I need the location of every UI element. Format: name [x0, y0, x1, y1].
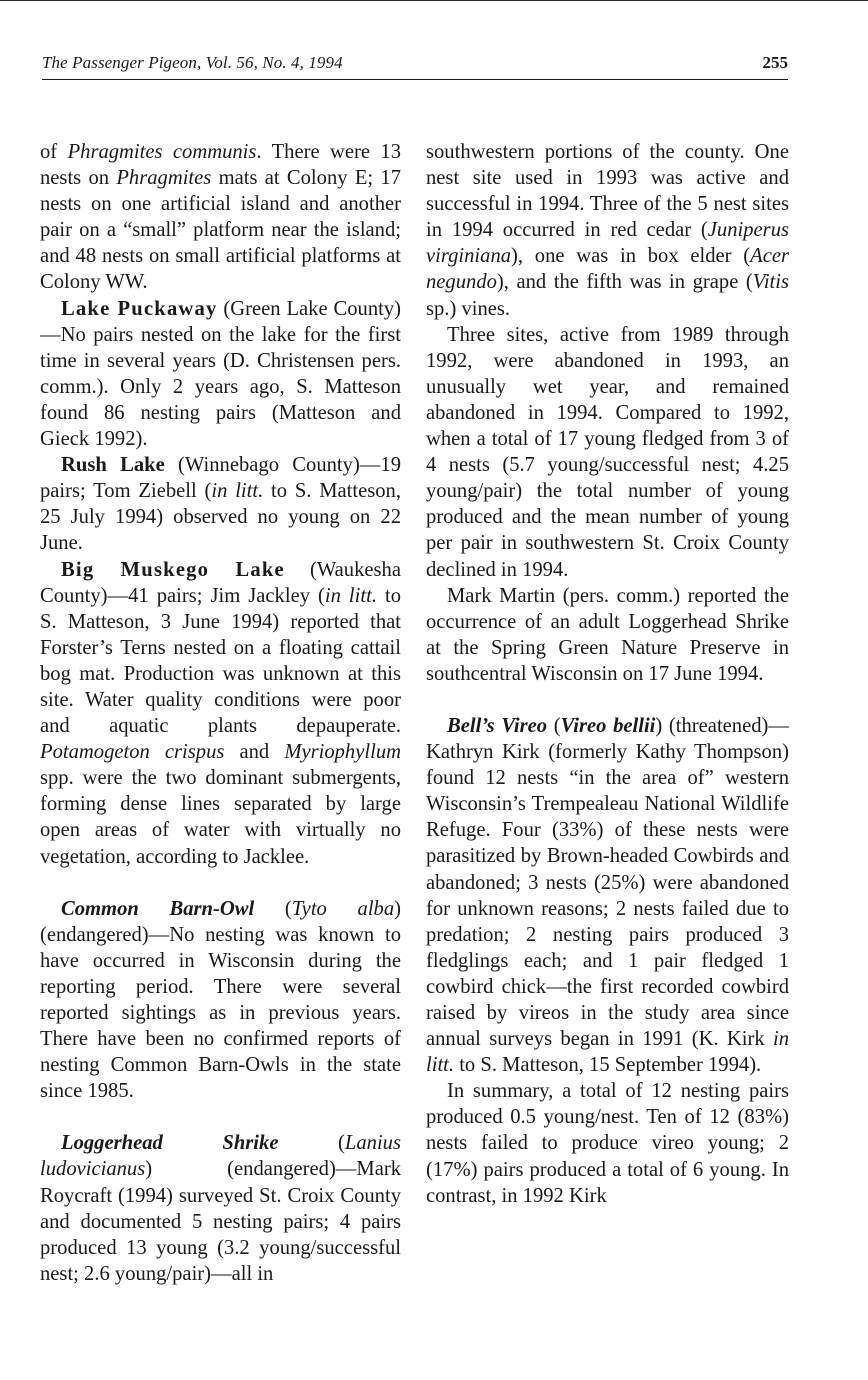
text-run: spp. were the two dominant submergents, forming dense lines separated by large open areas of water with virtually no vegetation, according to Jacklee.: [40, 767, 401, 868]
section-gap: [40, 1104, 401, 1130]
species-name: Potamogeton crispus: [40, 741, 225, 764]
species-name: Myriophyllum: [284, 741, 401, 764]
species-name: Vitis: [752, 271, 789, 294]
left-column: [40, 139, 401, 1287]
species-name: Acer negundo: [426, 245, 789, 294]
text-run: ) (endangered)—No nesting was known to have occurred in Wisconsin during the reporting period. There were several reported sightings as in previous years. There have been no confirmed reports of nesting Common Barn-Owls in the state since 1985.: [40, 897, 401, 1103]
text-run: ) (threatened)—Kathryn Kirk (formerly Kathy Thompson) found 12 nests “in the area of” western Wisconsin’s Trempealeau National Wildlife Refuge. Four (33%) of these nests were parasitized by Brown-headed Cowbirds and abandoned; 3 nests (25%) were abandoned for unknown reasons; 2 nests failed due to predation; 2 nesting pairs produced 3 fledglings each; and 1 pair fledged 1 cowbird chick—the first recorded cowbird raised by vireos in the study area since annual surveys began in 1991 (K. Kirk: [426, 714, 789, 1051]
paragraph-lake-puckaway: [40, 296, 401, 453]
paragraph-shrike-nest-sites: [426, 139, 789, 322]
text-run: of: [40, 141, 68, 163]
text-run: (Waukesha County)—41 pairs; Jim Jackley (: [40, 558, 401, 607]
site-name: Rush Lake: [61, 454, 165, 477]
species-heading: Loggerhead Shrike: [61, 1132, 279, 1155]
text-run: to S. Matteson, 3 June 1994) reported that Forster’s Terns nested on a floating cattail bog mat. Production was unknown at this site. Water quality conditions were poor and aquatic plants depauperate.: [40, 584, 402, 738]
paragraph-vireo-summary: In summary, a total of 12 nesting pairs produced 0.5 young/nest. Ten of 12 (83%) nests failed to produce vireo young; 2 (17%) pairs produced a total of 6 young. In contrast, in 1992 Kirk: [426, 1080, 789, 1207]
species-name: Phragmites: [116, 167, 212, 190]
paragraph-rush-lake: [40, 452, 401, 556]
text-run: to S. Matteson, 25 July 1994) observed no young on 22 June.: [40, 480, 402, 555]
species-name: Juniperus virginiana: [426, 219, 789, 268]
running-header: [42, 53, 788, 80]
text-run: (Winnebago County)—19 pairs; Tom Ziebell (: [40, 454, 401, 503]
paragraph-loggerhead-shrike: [40, 1130, 401, 1287]
text-run: . There were 13 nests on: [40, 141, 401, 190]
paragraph-big-muskego-lake: [40, 557, 401, 870]
species-heading: Bell’s Vireo: [447, 714, 548, 737]
journal-citation: The Passenger Pigeon, Vol. 56, No. 4, 1994: [42, 53, 343, 72]
latin-term: in litt.: [426, 1028, 789, 1077]
scan-top-edge: [0, 0, 868, 1]
text-run: and: [224, 741, 285, 764]
text-run: ), and the fifth was in grape (: [496, 271, 753, 294]
site-name: Lake Puckaway: [61, 297, 218, 320]
text-run: (Green Lake County)—No pairs nested on the lake for the first time in several years (D. Christensen pers. comm.). Only 2 years ago, S. Matteson found 86 nesting pairs (Matteson and Gieck 1992).: [40, 297, 402, 451]
text-run: to S. Matteson, 15 September 1994).: [454, 1054, 762, 1077]
paragraph-common-barn-owl: [40, 896, 401, 1105]
section-gap: [426, 687, 789, 713]
section-gap: [40, 870, 401, 896]
paragraph-phragmites: [40, 139, 401, 296]
species-name: Lanius ludovicianus: [40, 1132, 401, 1181]
site-name: Big Muskego Lake: [61, 558, 285, 581]
text-run: (: [278, 1132, 345, 1155]
text-run: ) (endangered)—Mark Roycraft (1994) surveyed St. Croix County and documented 5 nesting pairs; 4 pairs produced 13 young (3.2 young/successful nest; 2.6 young/pair)—all in: [40, 1158, 401, 1285]
paragraph-mark-martin: Mark Martin (pers. comm.) reported the occurrence of an adult Loggerhead Shrike at the Spring Green Nature Preserve in southcentral Wisconsin on 17 June 1994.: [426, 584, 789, 685]
species-name: Tyto alba: [291, 897, 395, 920]
text-run: (: [547, 714, 561, 737]
paragraph-bells-vireo: [426, 713, 789, 1078]
text-run: southwestern portions of the county. One nest site used in 1993 was active and successful in 1994. Three of the 5 nest sites in 1994 occurred in red cedar (: [426, 141, 789, 242]
species-name: Vireo bellii: [560, 714, 656, 737]
text-run: ), one was in box elder (: [511, 245, 751, 268]
species-heading: Common Barn-Owl: [61, 897, 255, 920]
paragraph-abandoned-sites: Three sites, active from 1989 through 1992, were abandoned in 1993, an unusually wet year, and remained abandoned in 1994. Compared to 1992, when a total of 17 young fledged from 3 of 4 nests (5.7 young/successful nest; 4.25 young/pair) the total number of young produced and the mean number of young per pair in southwestern St. Croix County declined in 1994.: [426, 323, 789, 581]
text-run: mats at Colony E; 17 nests on one artificial island and another pair on a “small” platform near the island; and 48 nests on small artificial platforms at Colony WW.: [40, 167, 401, 294]
species-name: Phragmites communis: [67, 141, 257, 163]
right-column: [426, 139, 789, 1209]
text-run: (: [254, 897, 292, 920]
text-run: sp.) vines.: [426, 297, 511, 320]
page-number: 255: [762, 53, 788, 72]
latin-term: in litt.: [324, 584, 377, 607]
latin-term: in litt.: [211, 480, 264, 503]
